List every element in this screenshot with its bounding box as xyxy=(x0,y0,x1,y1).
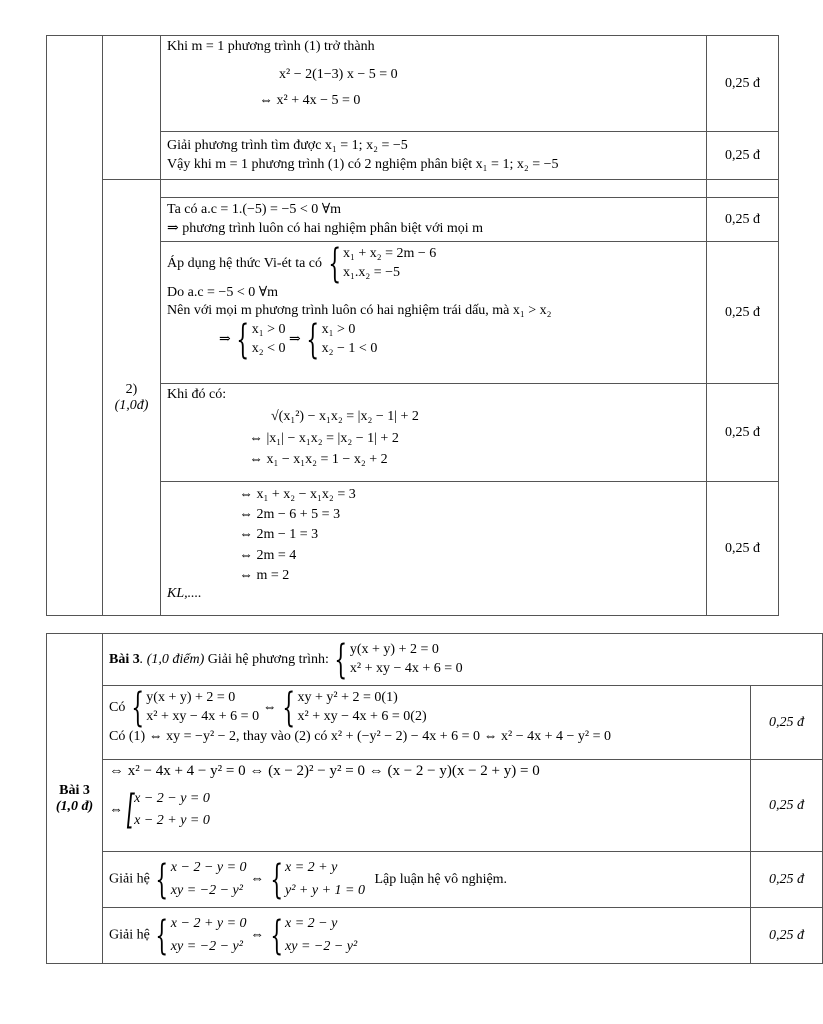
score-cell: 0,25 đ xyxy=(751,760,823,852)
step-vieta: Áp dụng hệ thức Vi-ét ta có { x₁ + x₂ = 2m − 6 x₁.x₂ = −5 Do a.c = −5 < 0 ∀m Nên với mọi m phương trình luôn có hai nghiệm trái dấu, mà x₁ > x₂ ⇒ { x₁ > 0 x₂ < 0 ⇒ { x₁ > 0 x₂ − 1 < 0 xyxy=(161,242,707,384)
problem-system: { y(x + y) + 2 = 0 x² + xy − 4x + 6 = 0 xyxy=(334,636,463,683)
part-2-label: 2) xyxy=(125,381,138,397)
part-2-label-cell xyxy=(103,180,161,616)
step-rewrite-system: Có { y(x + y) + 2 = 0 x² + xy − 4x + 6 = 0 ⇔ { xy + y² + 2 = 0(1) x² + xy − 4x + 6 = 0(2) Có (1) ⇔ xy = −y² − 2, thay vào (2) có x² + (−y² − 2) − 4x + 6 = 0 ⇔ x² − 4x + 4 − y² = 0 xyxy=(103,686,751,760)
spacer-row xyxy=(161,180,707,198)
sign-system-1: { x₁ > 0 x₂ < 0 xyxy=(236,317,286,364)
case-bracket: [ x − 2 − y = 0 x − 2 + y = 0 xyxy=(126,786,210,833)
step-solve-equation: Giải phương trình tìm được x₁ = 1; x₂ = −5 Vậy khi m = 1 phương trình (1) có 2 nghiệm phân biệt x₁ = 1; x₂ = −5 xyxy=(161,132,707,180)
step-case-2: Giải hệ { x − 2 + y = 0 xy = −2 − y² ⇔ { x = 2 − y xy = −2 − y² xyxy=(103,908,751,964)
step-solve-m: ⇔ x₁ + x₂ − x₁x₂ = 3 ⇔ 2m − 6 + 5 = 3 ⇔ 2m − 1 = 3 ⇔ 2m = 4 ⇔ m = 2 KL,.... xyxy=(161,482,707,616)
score-cell: 0,25 đ xyxy=(707,132,779,180)
score-cell: 0,25 đ xyxy=(751,852,823,908)
score-cell: 0,25 đ xyxy=(751,908,823,964)
problem-statement: Bài 3. (1,0 điểm) Giải hệ phương trình: { y(x + y) + 2 = 0 x² + xy − 4x + 6 = 0 xyxy=(103,634,823,686)
part-1-cell xyxy=(103,36,161,180)
bai-3-label-cell xyxy=(47,634,103,964)
case-2-result: { x = 2 − y xy = −2 − y² xyxy=(269,912,358,959)
system-original: { y(x + y) + 2 = 0 x² + xy − 4x + 6 = 0 xyxy=(131,685,260,731)
score-cell: 0,25 đ xyxy=(707,384,779,482)
score-cell: 0,25 đ xyxy=(707,242,779,384)
step-factor: ⇔ x² − 4x + 4 − y² = 0 ⇔ (x − 2)² − y² = 0 ⇔ (x − 2 − y)(x − 2 + y) = 0 ⇔ [ x − 2 − y = 0 x − 2 + y = 0 xyxy=(103,760,751,852)
step-transform: Khi đó có: √(x₁²) − x₁x₂ = |x₂ − 1| + 2 ⇔ |x₁| − x₁x₂ = |x₂ − 1| + 2 ⇔ x₁ − x₁x₂ = 1 − x₂ + 2 xyxy=(161,384,707,482)
part-2-points: (1,0đ) xyxy=(114,397,149,413)
solution-table-part-2 xyxy=(46,35,779,616)
spacer-row xyxy=(707,180,779,198)
step-substitute-m: Khi m = 1 phương trình (1) trở thành x² − 2(1−3) x − 5 = 0 ⇔ x² + 4x − 5 = 0 xyxy=(161,36,707,132)
step-ac-product: Ta có a.c = 1.(−5) = −5 < 0 ∀m ⇒ phương trình luôn có hai nghiệm phân biệt với mọi m xyxy=(161,198,707,242)
bai-column-empty xyxy=(47,36,103,616)
score-cell: 0,25 đ xyxy=(707,198,779,242)
vieta-system: { x₁ + x₂ = 2m − 6 x₁.x₂ = −5 xyxy=(327,241,437,287)
score-cell: 0,25 đ xyxy=(707,36,779,132)
step-case-1: Giải hệ { x − 2 − y = 0 xy = −2 − y² ⇔ { x = 2 + y y² + y + 1 = 0 Lập luận hệ vô nghiệm. xyxy=(103,852,751,908)
case-1-system: { x − 2 − y = 0 xy = −2 − y² xyxy=(155,856,247,903)
solution-table-bai-3 xyxy=(46,633,823,964)
bai-3-points: (1,0 đ) xyxy=(55,798,94,814)
score-cell: 0,25 đ xyxy=(707,482,779,616)
sign-system-2: { x₁ > 0 x₂ − 1 < 0 xyxy=(306,317,378,364)
case-1-result: { x = 2 + y y² + y + 1 = 0 xyxy=(269,856,365,903)
system-expanded: { xy + y² + 2 = 0(1) x² + xy − 4x + 6 = 0(2) xyxy=(282,685,427,731)
score-cell: 0,25 đ xyxy=(751,686,823,760)
bai-3-label: Bài 3 xyxy=(59,782,90,798)
case-2-system: { x − 2 + y = 0 xy = −2 − y² xyxy=(155,912,247,959)
